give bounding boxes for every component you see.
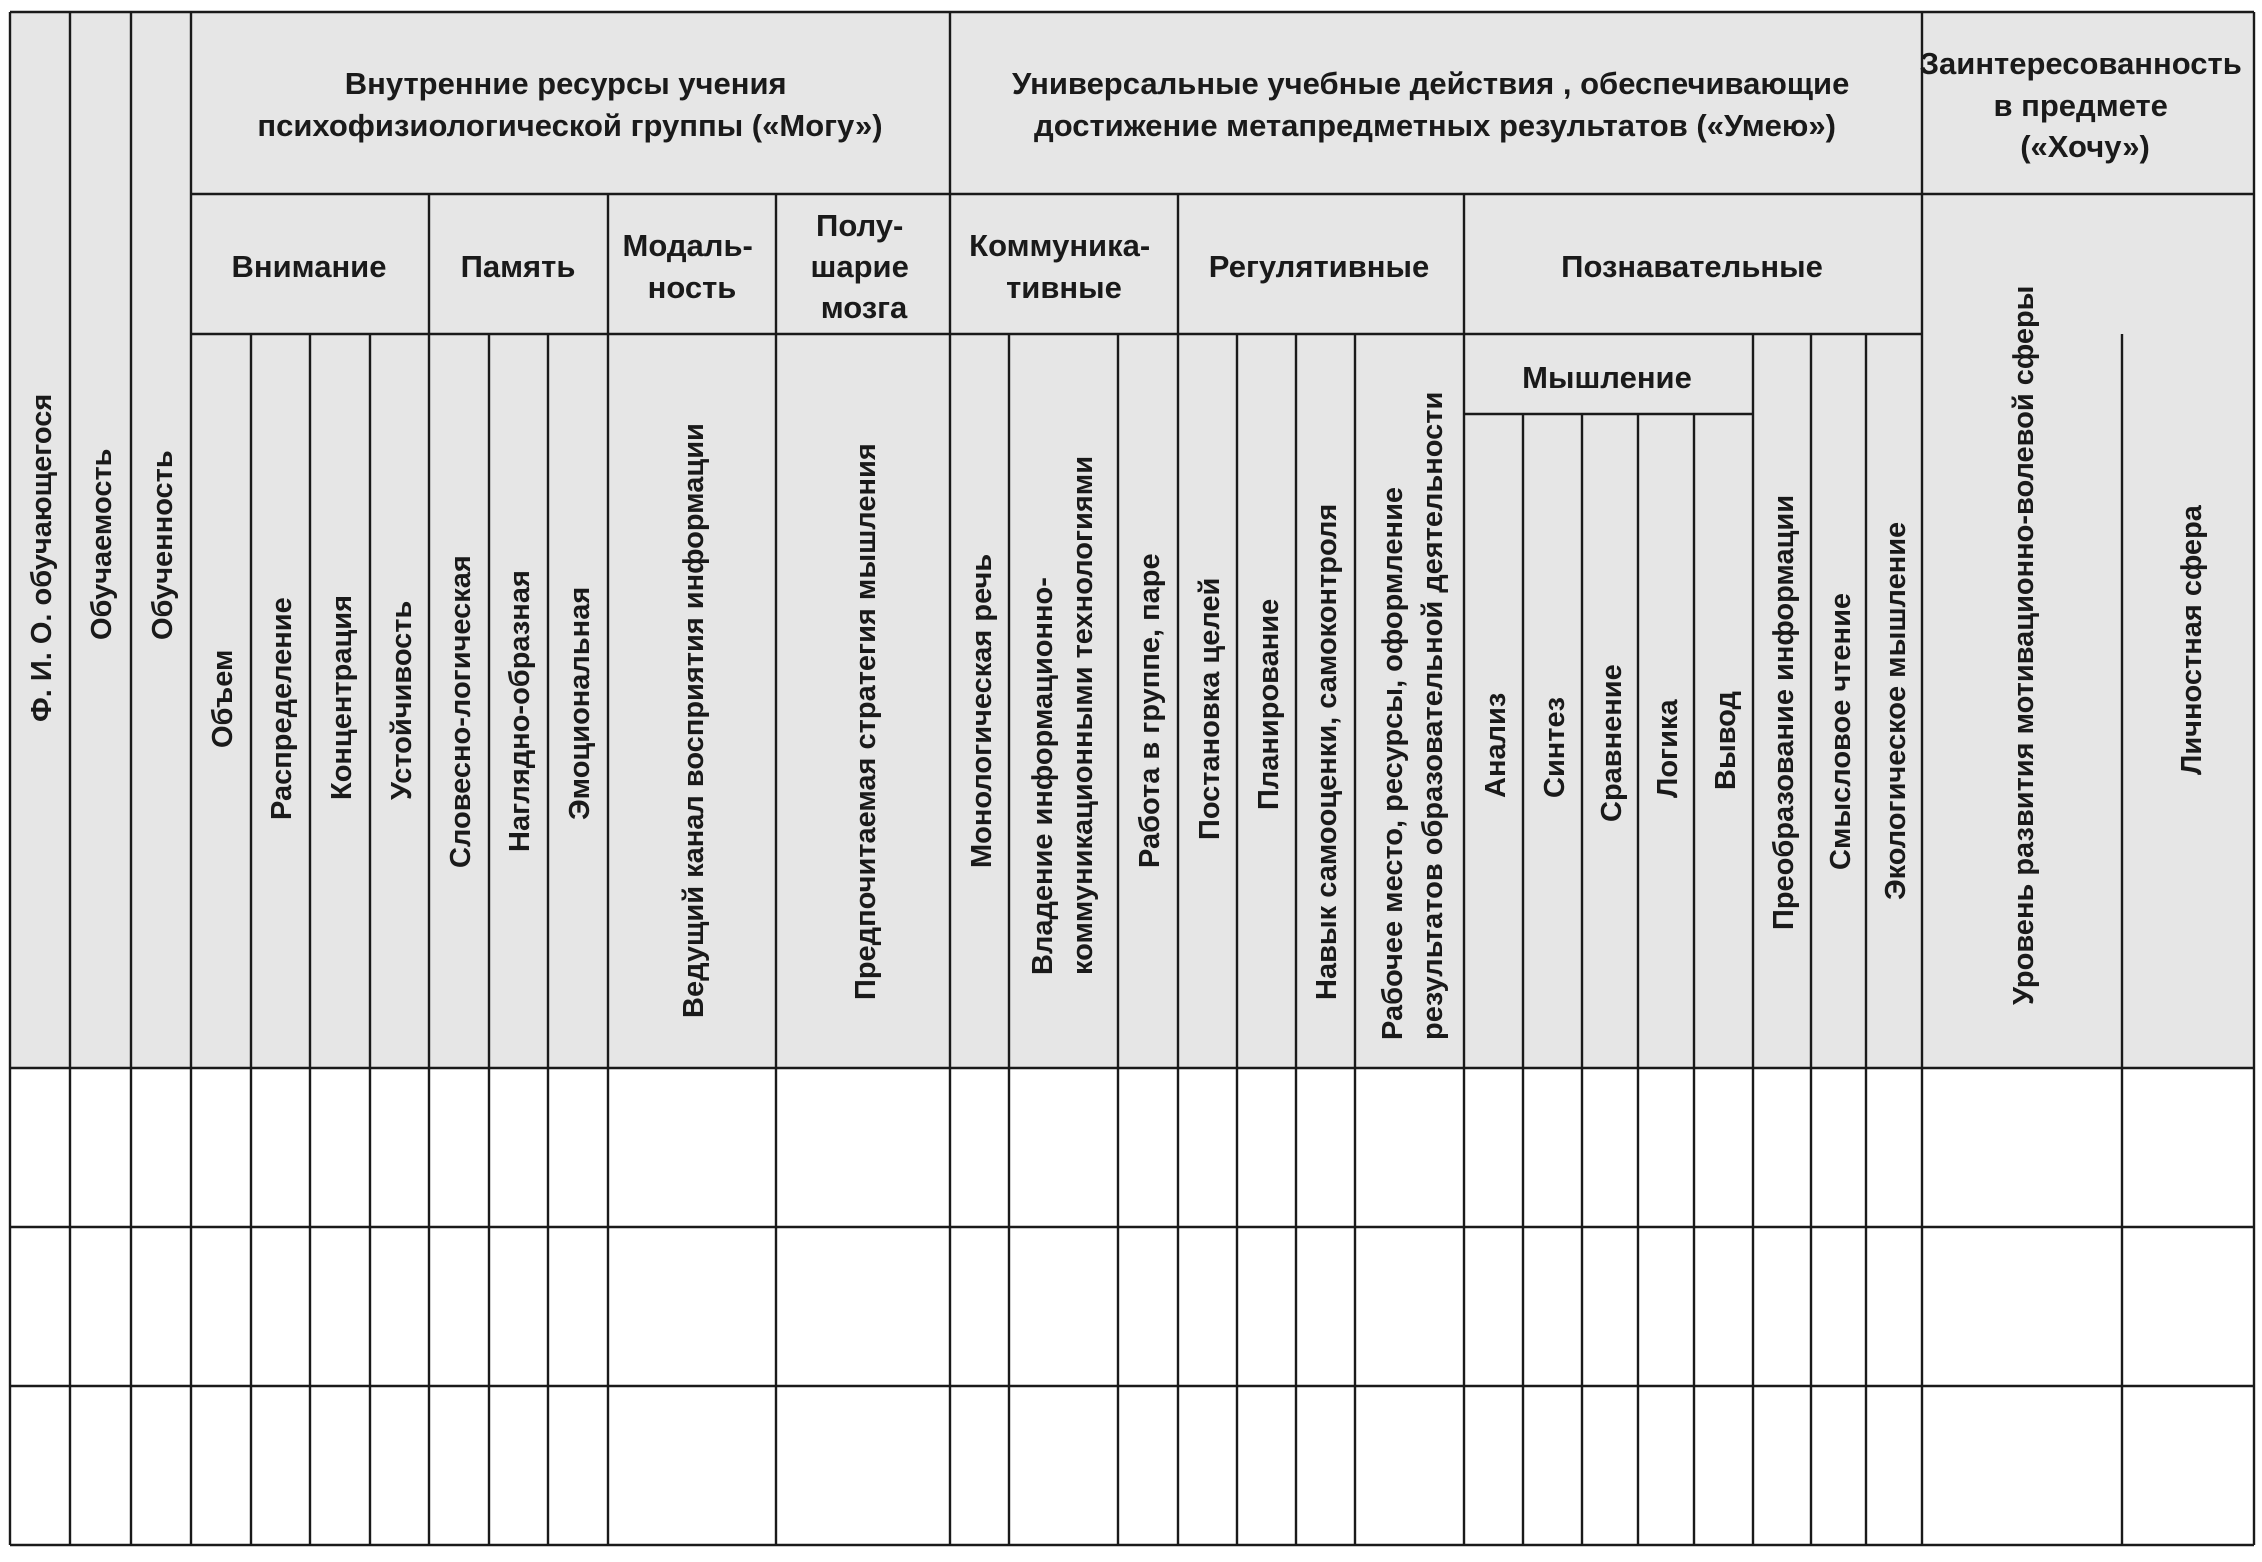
column-label-eco-thinking: Экологическое мышление xyxy=(1880,521,1912,900)
column-label-leading-channel: Ведущий канал восприятия информации xyxy=(678,423,710,1018)
subgroup-attention: Внимание xyxy=(231,249,387,284)
column-label-self-assessment: Навык самооценки, самоконтроля xyxy=(1311,503,1343,1000)
group-interest-header: Заинтересованность в предмете («Хочу») xyxy=(1919,46,2242,164)
column-label-planning: Планирование xyxy=(1253,598,1285,810)
column-label-ict: Владение информационно- коммуникационными технологиями xyxy=(1027,455,1099,975)
column-label-logic: Логика xyxy=(1652,699,1684,798)
column-label-workplace: Рабочее место, ресурсы, оформление результатов образовательной деятельности xyxy=(1377,391,1449,1040)
column-label-preferred-strategy: Предпочитаемая стратегия мышления xyxy=(850,443,882,1000)
column-label-volume: Объем xyxy=(207,649,239,748)
column-label-distribution: Распределение xyxy=(266,597,298,820)
column-label-goal-setting: Постановка целей xyxy=(1194,577,1226,840)
column-label-analysis: Анализ xyxy=(1480,692,1512,798)
subgroup-modality: Модаль- ность xyxy=(622,228,753,305)
column-label-fio: Ф. И. О. обучающегося xyxy=(26,393,58,722)
column-label-stability: Устойчивость xyxy=(386,600,418,800)
subgroup-communicative: Коммуника- тивные xyxy=(969,228,1151,305)
subgroup-thinking: Мышление xyxy=(1522,360,1692,395)
column-label-semantic-reading: Смысловое чтение xyxy=(1825,592,1857,870)
column-label-monologue: Монологическая речь xyxy=(966,553,998,868)
column-label-comparison: Сравнение xyxy=(1596,664,1628,822)
column-label-info-transform: Преобразование информации xyxy=(1768,494,1800,930)
body-cells xyxy=(10,1068,2254,1545)
column-label-conclusion: Вывод xyxy=(1710,691,1742,790)
group-internal-header: Внутренние ресурсы учения психофизиологической группы («Могу») xyxy=(257,66,883,143)
group-uud-header: Универсальные учебные действия , обеспечивающие достижение метапредметных результатов («Умею») xyxy=(1012,66,1850,143)
subgroup-memory: Память xyxy=(460,249,576,284)
subgroup-cognitive: Познавательные xyxy=(1561,249,1823,284)
column-label-verbal-logical: Словесно-логическая xyxy=(445,555,477,868)
column-label-personal-sphere: Личностная сфера xyxy=(2176,505,2208,775)
column-label-concentration: Концентрация xyxy=(326,594,358,800)
header-background xyxy=(10,12,2254,1068)
column-label-motivation-level: Уровень развития мотивационно-волевой сферы xyxy=(2008,285,2040,1005)
column-label-visual-figurative: Наглядно-образная xyxy=(504,570,536,852)
body-area xyxy=(10,1068,2254,1545)
subgroup-hemisphere: Полу- шарие мозга xyxy=(810,208,909,325)
column-label-synthesis: Синтез xyxy=(1539,696,1571,798)
column-label-learnedness: Обученность xyxy=(147,450,179,640)
subgroup-regulative: Регулятивные xyxy=(1208,249,1430,284)
column-label-emotional: Эмоциональная xyxy=(564,586,596,820)
column-label-learnability: Обучаемость xyxy=(86,448,118,640)
column-label-group-work: Работа в группе, паре xyxy=(1134,553,1166,868)
